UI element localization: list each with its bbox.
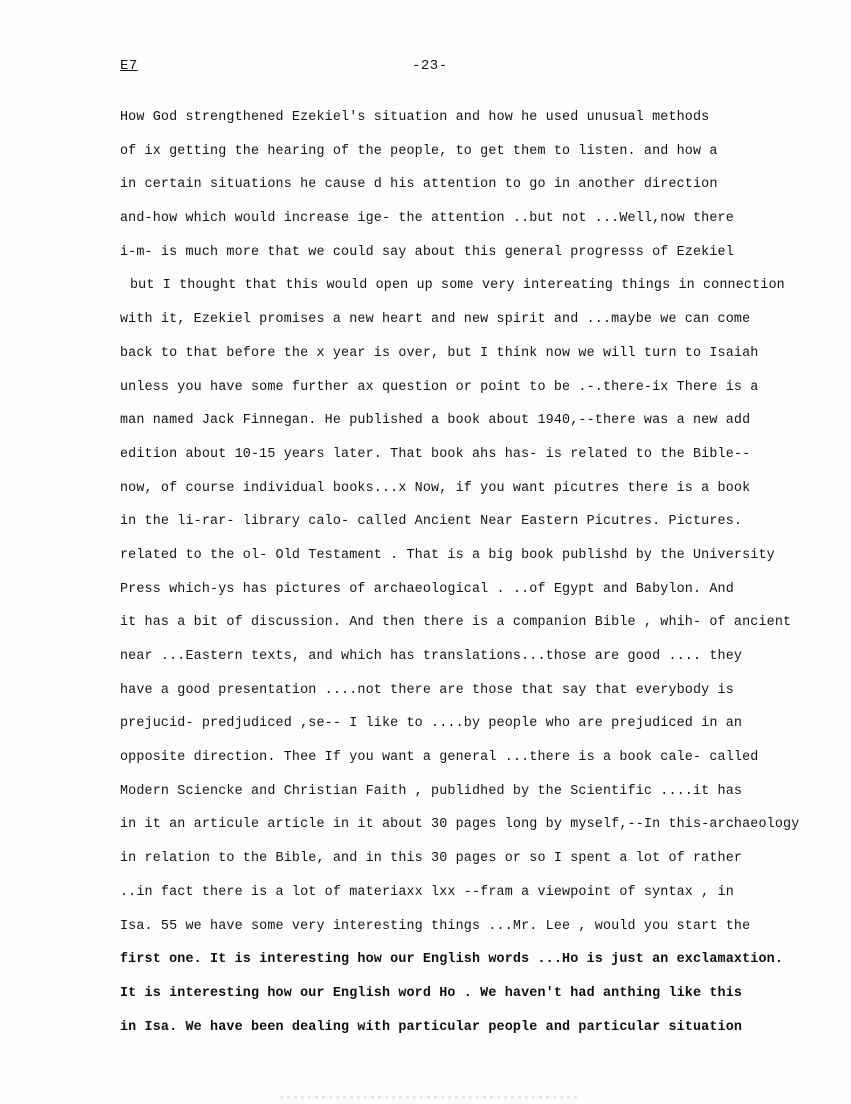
text-line: Isa. 55 we have some very interesting things ...Mr. Lee , would you start the — [120, 918, 751, 934]
text-line: with it, Ezekiel promises a new heart and new spirit and ...maybe we can come — [120, 312, 751, 328]
page-code: E7 — [120, 58, 138, 74]
text-line: man named Jack Finnegan. He published a book about 1940,--there was a new add — [120, 413, 751, 429]
text-line: i-m- is much more that we could say about this general progresss of Ezekiel — [120, 244, 734, 260]
text-line: in Isa. We have been dealing with particular people and particular situation — [120, 1019, 743, 1035]
text-line: it has a bit of discussion. And then there is a companion Bible , whih- of ancient — [120, 615, 792, 631]
text-line: back to that before the x year is over, but I think now we will turn to Isaiah — [120, 345, 759, 361]
text-line: near ...Eastern texts, and which has translations...those are good .... they — [120, 649, 743, 664]
text-line: in it an articule article in it about 30 pages long by myself,--In this-archaeology — [120, 817, 800, 833]
text-line: but I thought that this would open up some very intereating things in connection — [130, 278, 785, 294]
text-line: prejucid- predjudiced ,se-- I like to ....by people who are prejudiced in an — [120, 716, 743, 732]
page-number: -23- — [412, 58, 448, 74]
text-line: first one. It is interesting how our English words ...Ho is just an exclamaxtion. — [120, 952, 784, 968]
text-line: and-how which would increase ige- the attention ..but not ...Well,now there — [120, 211, 734, 227]
text-line: in the li-rar- library calo- called Ancient Near Eastern Picutres. Pictures. — [120, 514, 743, 530]
text-line: of ix getting the hearing of the people, to get them to listen. and how a — [120, 143, 718, 159]
text-line: Press which-ys has pictures of archaeological . ..of Egypt and Babylon. And — [120, 581, 734, 597]
text-line: How God strengthened Ezekiel's situation and how he used unusual methods — [120, 110, 710, 125]
text-line: now, of course individual books...x Now, if you want picutres there is a book — [120, 480, 751, 496]
text-line: in relation to the Bible, and in this 30 pages or so I spent a lot of rather — [120, 851, 743, 867]
text-line: related to the ol- Old Testament . That is a big book publishd by the University — [120, 547, 775, 563]
text-line: have a good presentation ....not there are those that say that everybody is — [120, 682, 734, 698]
text-line: in certain situations he cause d his attention to go in another direction — [120, 177, 718, 193]
scan-artifact — [280, 1096, 580, 1099]
text-line: opposite direction. Thee If you want a general ...there is a book cale- called — [120, 750, 759, 766]
text-line: Modern Sciencke and Christian Faith , publidhed by the Scientific ....it has — [120, 783, 743, 799]
text-line: It is interesting how our English word Ho . We haven't had anthing like this — [120, 985, 743, 1001]
transcript-body — [120, 106, 830, 1049]
text-line: edition about 10-15 years later. That book ahs has- is related to the Bible-- — [120, 446, 751, 462]
text-line: unless you have some further ax question or point to be .-.there-ix There is a — [120, 379, 759, 395]
text-line: ..in fact there is a lot of materiaxx lxx --fram a viewpoint of syntax , in — [120, 884, 734, 900]
